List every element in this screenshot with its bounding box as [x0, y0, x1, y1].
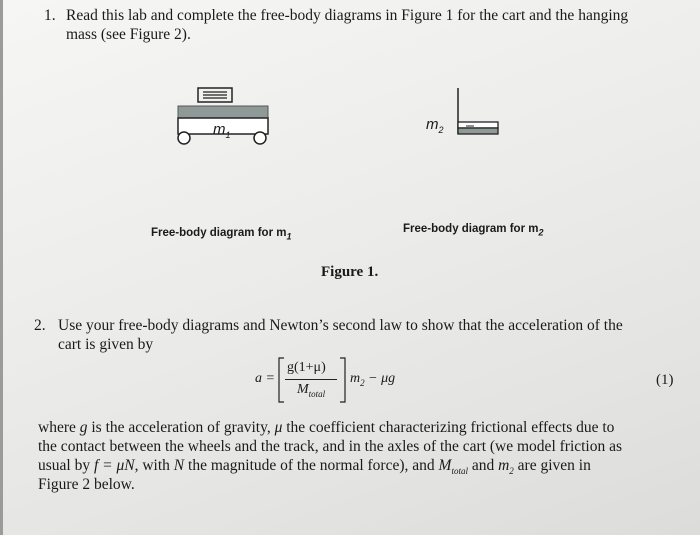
para-line3-Mtotal	[438, 457, 468, 477]
fbd-label-2-sub: 2	[538, 227, 544, 238]
para-line3-m2	[498, 457, 514, 477]
eq-denominator-sub: total	[308, 388, 326, 399]
para-line4: Figure 2 below.	[38, 476, 135, 493]
eq-rhs-m: m	[350, 371, 361, 386]
fbd-label-2	[403, 223, 543, 237]
para-line3-M: M	[438, 457, 452, 474]
eq-numerator: g(1+μ)	[287, 360, 326, 375]
para-line1-c: the coefficient characterizing frictional effects due to	[286, 419, 615, 436]
equation-1	[255, 357, 425, 405]
equation-number: (1)	[656, 372, 674, 388]
figure-caption: Figure 1.	[321, 264, 379, 280]
para-line3	[38, 456, 688, 481]
para-line3-e: are given in	[517, 457, 591, 474]
mass-label-m: m	[426, 116, 439, 133]
fbd-label-2-text: Free-body diagram for m	[403, 223, 539, 235]
page-edge	[0, 0, 3, 535]
eq-rhs-rest: − μg	[368, 371, 396, 386]
para-line3-c: the magnitude of the normal force), and	[188, 457, 435, 474]
para-line3-f: f = μN	[93, 457, 135, 474]
mass-label-sub: 2	[438, 125, 444, 135]
mass-label	[426, 116, 444, 135]
para-line1-a: where	[38, 419, 76, 436]
q1-text-line2: mass (see Figure 2).	[66, 26, 191, 43]
para-line3-N: N	[173, 457, 185, 474]
para-line3-Msub: total	[451, 466, 468, 477]
fbd-label-1	[151, 227, 291, 241]
q1-number: 1.	[44, 7, 56, 24]
q2-number: 2.	[34, 317, 46, 334]
eq-rhs	[350, 371, 395, 388]
para-line3-b: , with	[134, 457, 170, 474]
eq-rhs-sub: 2	[360, 377, 365, 388]
para-line1-g: g	[79, 419, 88, 436]
left-bracket-icon	[277, 357, 285, 403]
q2-text-line1: Use your free-body diagrams and Newton’s second law to show that the acceleration of the	[58, 317, 623, 334]
fraction-line	[285, 379, 337, 380]
cart-label	[213, 121, 231, 140]
para-line3-m: m	[498, 457, 510, 474]
para-line1-b: is the acceleration of gravity,	[91, 419, 271, 436]
cart-label-sub: 1	[225, 130, 231, 140]
q1-text-line1: Read this lab and complete the free-body diagrams in Figure 1 for the cart and the hanging	[66, 7, 629, 24]
right-bracket-icon	[339, 357, 347, 403]
para-line1	[38, 418, 688, 437]
eq-denominator	[297, 382, 325, 399]
para-line3-a: usual by	[38, 457, 91, 474]
q2-text-line2: cart is given by	[58, 336, 154, 353]
para-line3-msub: 2	[509, 466, 514, 477]
fbd-label-1-text: Free-body diagram for m	[151, 227, 287, 239]
para-line3-d: and	[471, 457, 495, 474]
para-line1-mu: μ	[274, 419, 283, 436]
fbd-label-1-sub: 1	[286, 231, 292, 242]
cart-label-m: m	[213, 121, 226, 138]
eq-denominator-M: M	[297, 382, 309, 397]
eq-lhs: a =	[255, 371, 275, 386]
para-line2: the contact between the wheels and the track, and in the axles of the cart (we model friction as	[38, 438, 623, 455]
